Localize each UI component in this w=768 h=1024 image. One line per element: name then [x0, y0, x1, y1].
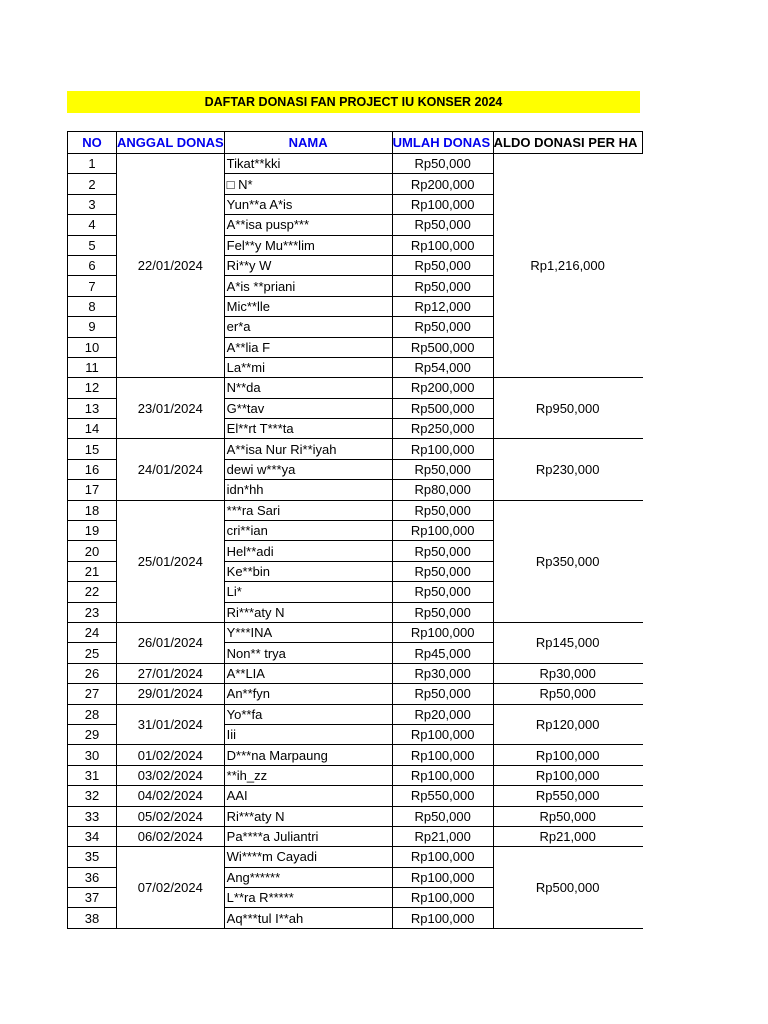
cell-nama: Ang******: [224, 867, 392, 887]
cell-nama: Non** trya: [224, 643, 392, 663]
cell-jumlah: Rp100,000: [392, 745, 493, 765]
cell-jumlah: Rp50,000: [392, 215, 493, 235]
cell-saldo: Rp30,000: [493, 663, 642, 683]
cell-no: 33: [68, 806, 117, 826]
cell-jumlah: Rp50,000: [392, 154, 493, 174]
cell-tanggal: 27/01/2024: [117, 663, 225, 683]
cell-jumlah: Rp50,000: [392, 317, 493, 337]
cell-jumlah: Rp50,000: [392, 276, 493, 296]
cell-saldo: Rp50,000: [493, 806, 642, 826]
cell-jumlah: Rp100,000: [392, 724, 493, 744]
cell-saldo: Rp100,000: [493, 745, 642, 765]
table-row: [68, 500, 643, 520]
cell-no: 36: [68, 867, 117, 887]
cell-jumlah: Rp30,000: [392, 663, 493, 683]
cell-nama: G**tav: [224, 398, 392, 418]
cell-jumlah: Rp50,000: [392, 806, 493, 826]
cell-nama: El**rt T***ta: [224, 419, 392, 439]
cell-saldo: Rp21,000: [493, 826, 642, 846]
cell-nama: L**ra R*****: [224, 888, 392, 908]
cell-jumlah: Rp250,000: [392, 419, 493, 439]
cell-jumlah: Rp550,000: [392, 786, 493, 806]
header-saldo: ALDO DONASI PER HA: [493, 132, 642, 154]
cell-no: 21: [68, 561, 117, 581]
table-row: [68, 439, 643, 459]
cell-no: 35: [68, 847, 117, 867]
cell-tanggal: 25/01/2024: [117, 500, 225, 622]
table-row: [68, 806, 643, 826]
cell-no: 5: [68, 235, 117, 255]
cell-no: 37: [68, 888, 117, 908]
cell-no: 14: [68, 419, 117, 439]
cell-saldo: Rp1,216,000: [493, 154, 642, 378]
cell-nama: Pa****a Juliantri: [224, 826, 392, 846]
cell-no: 2: [68, 174, 117, 194]
cell-jumlah: Rp100,000: [392, 194, 493, 214]
header-jumlah: UMLAH DONAS: [392, 132, 493, 154]
cell-nama: ***ra Sari: [224, 500, 392, 520]
cell-nama: Hel**adi: [224, 541, 392, 561]
cell-jumlah: Rp100,000: [392, 622, 493, 642]
cell-jumlah: Rp20,000: [392, 704, 493, 724]
cell-saldo: Rp230,000: [493, 439, 642, 500]
cell-saldo: Rp120,000: [493, 704, 642, 745]
cell-jumlah: Rp50,000: [392, 255, 493, 275]
header-row: [68, 132, 643, 154]
cell-jumlah: Rp45,000: [392, 643, 493, 663]
cell-no: 9: [68, 317, 117, 337]
cell-jumlah: Rp50,000: [392, 582, 493, 602]
table-row: [68, 704, 643, 724]
cell-nama: Yo**fa: [224, 704, 392, 724]
cell-no: 13: [68, 398, 117, 418]
cell-jumlah: Rp54,000: [392, 357, 493, 377]
cell-tanggal: 23/01/2024: [117, 378, 225, 439]
cell-nama: □ N*: [224, 174, 392, 194]
cell-no: 3: [68, 194, 117, 214]
cell-saldo: Rp500,000: [493, 847, 642, 929]
cell-no: 28: [68, 704, 117, 724]
cell-nama: Yun**a A*is: [224, 194, 392, 214]
cell-nama: Ke**bin: [224, 561, 392, 581]
cell-no: 29: [68, 724, 117, 744]
cell-nama: Wi****m Cayadi: [224, 847, 392, 867]
cell-tanggal: 24/01/2024: [117, 439, 225, 500]
cell-jumlah: Rp21,000: [392, 826, 493, 846]
header-tanggal: ANGGAL DONAS: [117, 132, 225, 154]
cell-tanggal: 05/02/2024: [117, 806, 225, 826]
table-body: [68, 154, 643, 929]
table-row: [68, 786, 643, 806]
cell-nama: An**fyn: [224, 684, 392, 704]
donation-table: [67, 131, 643, 929]
cell-nama: Ri***aty N: [224, 602, 392, 622]
cell-nama: A**isa pusp***: [224, 215, 392, 235]
cell-no: 12: [68, 378, 117, 398]
cell-no: 17: [68, 480, 117, 500]
cell-no: 38: [68, 908, 117, 928]
cell-jumlah: Rp50,000: [392, 684, 493, 704]
cell-nama: N**da: [224, 378, 392, 398]
cell-jumlah: Rp100,000: [392, 765, 493, 785]
cell-nama: cri**ian: [224, 521, 392, 541]
cell-no: 27: [68, 684, 117, 704]
cell-jumlah: Rp50,000: [392, 541, 493, 561]
cell-no: 1: [68, 154, 117, 174]
cell-nama: Tikat**kki: [224, 154, 392, 174]
cell-no: 20: [68, 541, 117, 561]
cell-nama: Fel**y Mu***lim: [224, 235, 392, 255]
cell-nama: **ih_zz: [224, 765, 392, 785]
cell-saldo: Rp100,000: [493, 765, 642, 785]
cell-jumlah: Rp100,000: [392, 867, 493, 887]
cell-jumlah: Rp200,000: [392, 378, 493, 398]
table-row: [68, 378, 643, 398]
cell-jumlah: Rp100,000: [392, 235, 493, 255]
cell-nama: A**LIA: [224, 663, 392, 683]
table-row: [68, 745, 643, 765]
cell-no: 25: [68, 643, 117, 663]
cell-no: 10: [68, 337, 117, 357]
sheet-title: DAFTAR DONASI FAN PROJECT IU KONSER 2024: [67, 91, 640, 113]
cell-no: 22: [68, 582, 117, 602]
table-row: [68, 154, 643, 174]
cell-nama: AAI: [224, 786, 392, 806]
cell-jumlah: Rp100,000: [392, 847, 493, 867]
cell-jumlah: Rp50,000: [392, 602, 493, 622]
header-nama: NAMA: [224, 132, 392, 154]
cell-jumlah: Rp100,000: [392, 521, 493, 541]
cell-jumlah: Rp12,000: [392, 296, 493, 316]
cell-jumlah: Rp500,000: [392, 398, 493, 418]
cell-jumlah: Rp50,000: [392, 500, 493, 520]
cell-nama: La**mi: [224, 357, 392, 377]
cell-jumlah: Rp200,000: [392, 174, 493, 194]
cell-nama: Li*: [224, 582, 392, 602]
cell-saldo: Rp550,000: [493, 786, 642, 806]
cell-jumlah: Rp50,000: [392, 561, 493, 581]
cell-tanggal: 06/02/2024: [117, 826, 225, 846]
cell-no: 30: [68, 745, 117, 765]
cell-tanggal: 29/01/2024: [117, 684, 225, 704]
cell-nama: Iii: [224, 724, 392, 744]
cell-no: 23: [68, 602, 117, 622]
cell-no: 7: [68, 276, 117, 296]
cell-no: 4: [68, 215, 117, 235]
table-row: [68, 684, 643, 704]
cell-saldo: Rp350,000: [493, 500, 642, 622]
cell-tanggal: 01/02/2024: [117, 745, 225, 765]
cell-nama: Mic**lle: [224, 296, 392, 316]
cell-nama: A**lia F: [224, 337, 392, 357]
cell-jumlah: Rp100,000: [392, 888, 493, 908]
cell-jumlah: Rp500,000: [392, 337, 493, 357]
table-row: [68, 622, 643, 642]
table-row: [68, 847, 643, 867]
cell-no: 34: [68, 826, 117, 846]
cell-no: 19: [68, 521, 117, 541]
cell-nama: Ri**y W: [224, 255, 392, 275]
cell-nama: dewi w***ya: [224, 459, 392, 479]
table-row: [68, 663, 643, 683]
cell-nama: A**isa Nur Ri**iyah: [224, 439, 392, 459]
cell-nama: D***na Marpaung: [224, 745, 392, 765]
cell-no: 24: [68, 622, 117, 642]
cell-tanggal: 31/01/2024: [117, 704, 225, 745]
cell-no: 16: [68, 459, 117, 479]
table-row: [68, 826, 643, 846]
cell-nama: er*a: [224, 317, 392, 337]
header-no: NO: [68, 132, 117, 154]
cell-tanggal: 22/01/2024: [117, 154, 225, 378]
cell-no: 31: [68, 765, 117, 785]
cell-tanggal: 03/02/2024: [117, 765, 225, 785]
cell-jumlah: Rp80,000: [392, 480, 493, 500]
cell-no: 18: [68, 500, 117, 520]
cell-nama: Aq***tul I**ah: [224, 908, 392, 928]
cell-tanggal: 04/02/2024: [117, 786, 225, 806]
cell-saldo: Rp950,000: [493, 378, 642, 439]
cell-no: 15: [68, 439, 117, 459]
cell-no: 32: [68, 786, 117, 806]
cell-no: 6: [68, 255, 117, 275]
cell-no: 8: [68, 296, 117, 316]
cell-nama: A*is **priani: [224, 276, 392, 296]
cell-saldo: Rp50,000: [493, 684, 642, 704]
cell-jumlah: Rp100,000: [392, 908, 493, 928]
cell-saldo: Rp145,000: [493, 622, 642, 663]
table-row: [68, 765, 643, 785]
cell-jumlah: Rp50,000: [392, 459, 493, 479]
cell-tanggal: 26/01/2024: [117, 622, 225, 663]
cell-nama: Y***INA: [224, 622, 392, 642]
cell-jumlah: Rp100,000: [392, 439, 493, 459]
cell-nama: idn*hh: [224, 480, 392, 500]
cell-no: 11: [68, 357, 117, 377]
cell-no: 26: [68, 663, 117, 683]
cell-tanggal: 07/02/2024: [117, 847, 225, 929]
cell-nama: Ri***aty N: [224, 806, 392, 826]
